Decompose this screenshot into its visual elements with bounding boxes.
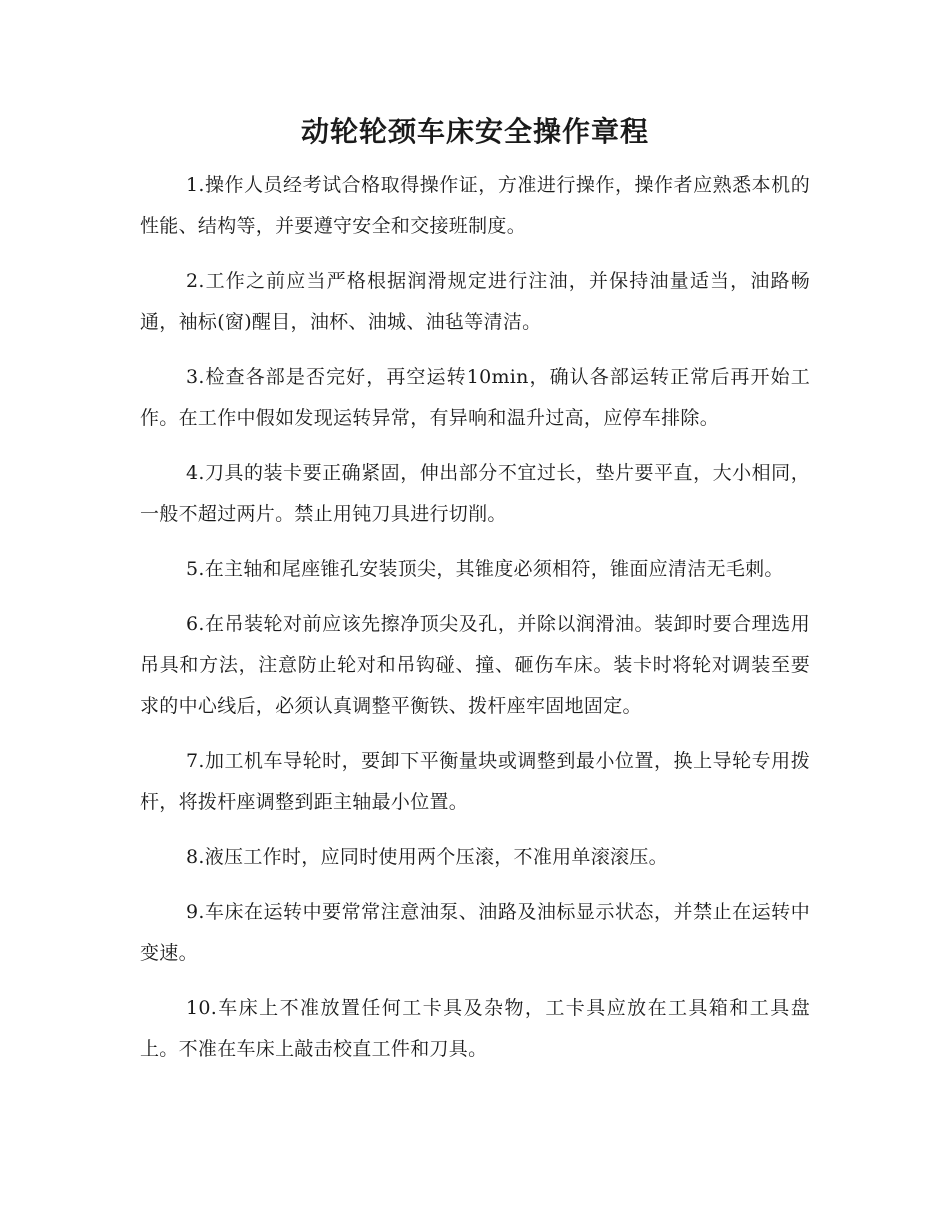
document-title: 动轮轮颈车床安全操作章程 (300, 115, 649, 148)
document-body (140, 165, 810, 1084)
paragraph-9: 9.车床在运转中要常常注意油泵、油路及油标显示状态，并禁止在运转中变速。 (140, 901, 810, 964)
paragraph-8: 8.液压工作时，应同时使用两个压滚，不准用单滚滚压。 (186, 846, 668, 868)
paragraph-2: 2.工作之前应当严格根据润滑规定进行注油，并保持油量适当，油路畅通，袖标(窗)醒目，油杯、油城、油毡等清洁。 (140, 270, 810, 333)
paragraph-6: 6.在吊装轮对前应该先擦净顶尖及孔，并除以润滑油。装卸时要合理选用吊具和方法，注意防止轮对和吊钩碰、撞、砸伤车床。装卡时将轮对调装至要求的中心线后，必须认真调整平衡铁、拨杆座牢固地固定。 (140, 613, 810, 717)
paragraph-4: 4.刀具的装卡要正确紧固，伸出部分不宜过长，垫片要平直，大小相同，一般不超过两片。禁止用钝刀具进行切削。 (140, 462, 810, 525)
paragraph-3: 3.检查各部是否完好，再空运转10min，确认各部运转正常后再开始工作。在工作中假如发现运转异常，有异响和温升过高，应停车排除。 (140, 366, 810, 429)
paragraph-1: 1.操作人员经考试合格取得操作证，方准进行操作，操作者应熟悉本机的性能、结构等，并要遵守安全和交接班制度。 (140, 174, 810, 237)
paragraph-5: 5.在主轴和尾座锥孔安装顶尖，其锥度必须相符，锥面应清洁无毛刺。 (186, 558, 784, 580)
paragraph-7: 7.加工机车导轮时，要卸下平衡量块或调整到最小位置，换上导轮专用拨杆，将拨杆座调整到距主轴最小位置。 (140, 750, 810, 813)
paragraph-10: 10.车床上不准放置任何工卡具及杂物，工卡具应放在工具箱和工具盘上。不准在车床上敲击校直工件和刀具。 (140, 997, 810, 1060)
